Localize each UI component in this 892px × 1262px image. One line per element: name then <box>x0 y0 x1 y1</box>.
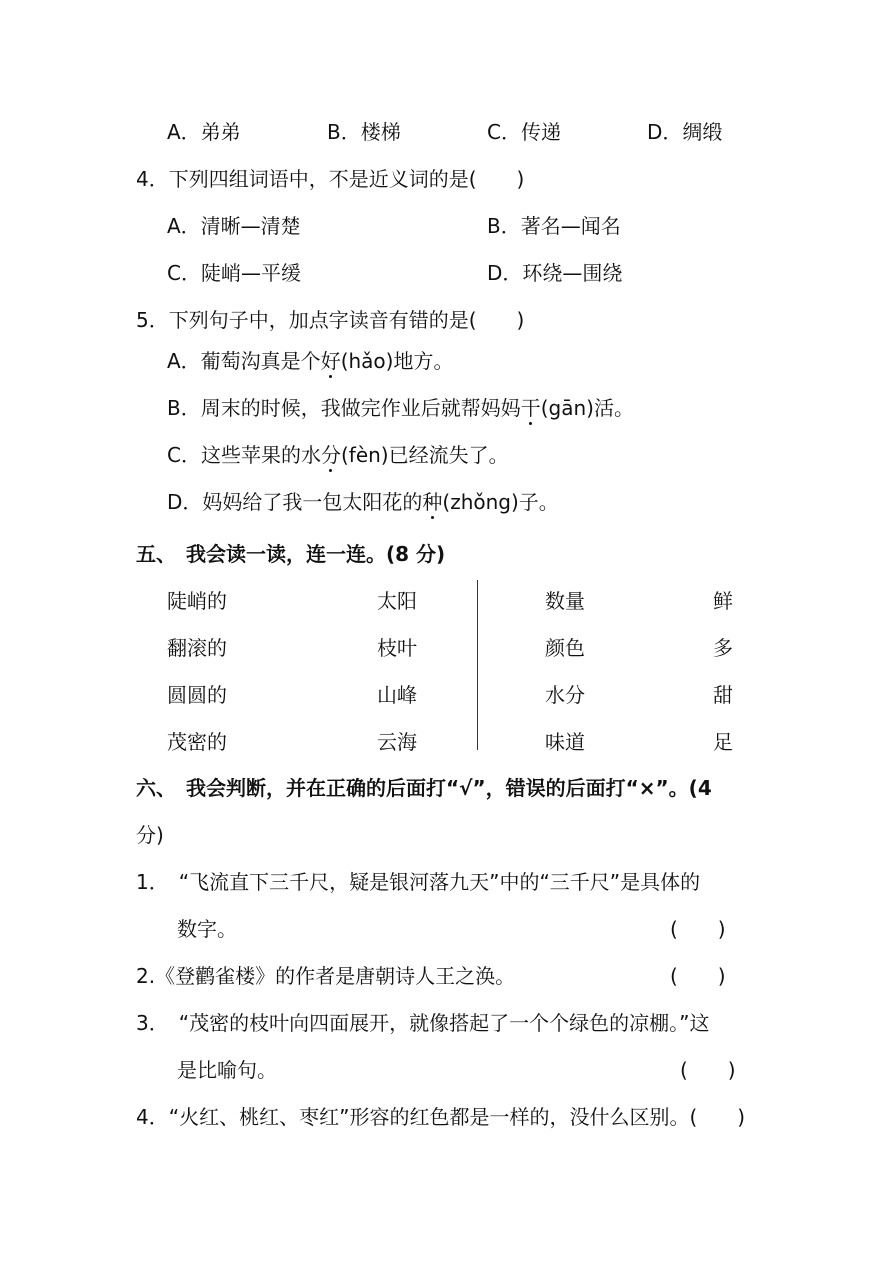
judge-answer-3[interactable]: ( ) <box>680 1058 736 1082</box>
match-noun-3: 山峰 <box>377 683 417 707</box>
judge-item-2: 2.《登鹳雀楼》的作者是唐朝诗人王之涣。 <box>136 964 516 988</box>
match-noun-1: 太阳 <box>377 589 417 613</box>
section6-title: 六、 我会判断，并在正确的后面打“√”，错误的后面打“×”。(4 <box>136 776 712 800</box>
q5-a-pre: A．葡萄沟真是个 <box>167 349 321 373</box>
match-right-2: 颜色 <box>545 636 585 660</box>
judge-item-3: 3． “茂密的枝叶向四面展开，就像搭起了一个个绿色的凉棚。”这 <box>136 1011 710 1035</box>
q5-stem: 5．下列句子中，加点字读音有错的是( ) <box>136 308 525 332</box>
q5-option-c <box>167 443 509 467</box>
match-left-1: 陡峭的 <box>167 589 227 613</box>
q5-a-post: (hǎo)地方。 <box>340 349 454 373</box>
match-right-3: 水分 <box>545 683 585 707</box>
q5-d-pre: D．妈妈给了我一包太阳花的 <box>167 490 423 514</box>
q3-option-a: A．弟弟 <box>167 120 241 144</box>
q3-option-d: D．绸缎 <box>647 120 723 144</box>
match-right-1: 数量 <box>545 589 585 613</box>
q5-b-post: (gān)活。 <box>540 396 634 420</box>
q4-option-a: A．清晰—清楚 <box>167 214 301 238</box>
q5-c-post: (fèn)已经流失了。 <box>340 443 509 467</box>
section6-title-cont: 分) <box>136 823 164 847</box>
q5-c-dotted-char: 分 <box>320 443 341 467</box>
q5-a-dotted-char: 好 <box>320 349 341 373</box>
match-adj-2: 多 <box>713 636 733 660</box>
judge-answer-1[interactable]: ( ) <box>670 917 726 941</box>
q5-b-pre: B．周末的时候，我做完作业后就帮妈妈 <box>167 396 521 420</box>
match-adj-1: 鲜 <box>713 589 733 613</box>
judge-answer-2[interactable]: ( ) <box>670 964 726 988</box>
q4-stem: 4．下列四组词语中，不是近义词的是( ) <box>136 167 525 191</box>
q4-option-b: B．著名—闻名 <box>487 214 621 238</box>
match-left-4: 茂密的 <box>167 730 227 754</box>
judge-item-3-cont: 是比喻句。 <box>177 1058 277 1082</box>
q5-c-pre: C．这些苹果的水 <box>167 443 321 467</box>
q5-b-dotted-char: 干 <box>520 396 541 420</box>
q3-option-c: C．传递 <box>487 120 561 144</box>
match-adj-3: 甜 <box>713 683 733 707</box>
match-adj-4: 足 <box>713 730 733 754</box>
q5-option-b <box>167 396 634 420</box>
q5-option-a <box>167 349 453 373</box>
q4-option-c: C．陡峭—平缓 <box>167 261 301 285</box>
q3-option-b: B．楼梯 <box>327 120 401 144</box>
match-right-4: 味道 <box>545 730 585 754</box>
q5-d-dotted-char: 种 <box>422 490 443 514</box>
match-left-3: 圆圆的 <box>167 683 227 707</box>
match-noun-2: 枝叶 <box>377 636 417 660</box>
match-left-2: 翻滚的 <box>167 636 227 660</box>
match-noun-4: 云海 <box>377 730 417 754</box>
judge-item-4: 4．“火红、桃红、枣红”形容的红色都是一样的，没什么区别。( ) <box>136 1105 746 1129</box>
q5-option-d <box>167 490 559 514</box>
q4-option-d: D．环绕—围绕 <box>487 261 623 285</box>
judge-item-1-cont: 数字。 <box>177 917 237 941</box>
q5-d-post: (zhǒng)子。 <box>442 490 559 514</box>
column-divider <box>477 580 478 750</box>
section5-title: 五、 我会读一读，连一连。(8 分) <box>136 542 446 566</box>
judge-item-1: 1． “飞流直下三千尺，疑是银河落九天”中的“三千尺”是具体的 <box>136 870 701 894</box>
